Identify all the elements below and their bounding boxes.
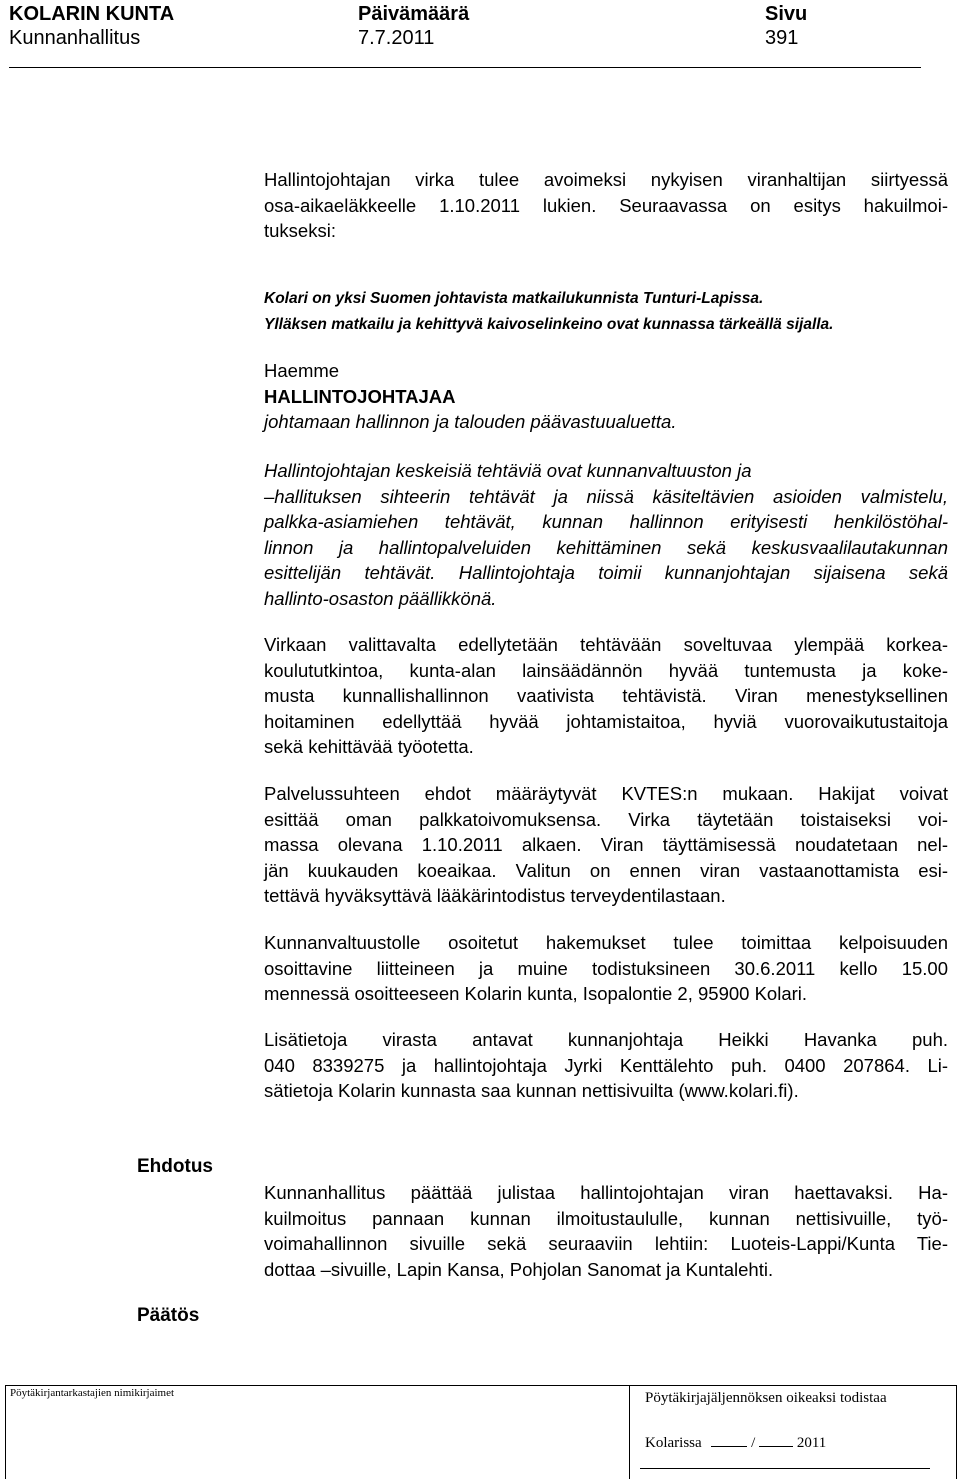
requirements-paragraph [264, 632, 948, 760]
page-label: Sivu [765, 3, 808, 25]
intro-line: osa-aikaeläkkeelle 1.10.2011 lukien. Seuraavassa on esitys hakuilmoi- [264, 194, 948, 216]
requirements-line: hoitaminen edellyttää hyvää johtamistaitoa, hyviä vuorovaikutustaitoja [264, 710, 948, 732]
year-text: 2011 [796, 1435, 827, 1451]
info-line: sätietoja Kolarin kunnasta saa kunnan nettisivuilta (www.kolari.fi). [264, 1080, 799, 1102]
proposal-label: Ehdotus [137, 1156, 213, 1177]
terms-line: jän kuukauden koeaikaa. Valitun on ennen viran vastaanottamista esi- [264, 859, 948, 881]
application-line: mennessä osoitteeseen Kolarin kunta, Isopalontie 2, 95900 Kolari. [264, 983, 808, 1005]
footer-top-rule [5, 1385, 957, 1386]
ad-heading [264, 358, 948, 435]
terms-line: massa olevana 1.10.2011 alkaen. Viran täyttämisessä noudatetaan nel- [264, 834, 948, 856]
application-line: osoittavine liitteineen ja muine todistuksineen 30.6.2011 kello 15.00 [264, 957, 948, 979]
info-paragraph [264, 1027, 948, 1104]
signature-line [640, 1468, 930, 1469]
footer-left-border [5, 1385, 6, 1479]
terms-line: tettävä hyväksyttävä lääkärintodistus terveydentilastaan. [264, 885, 726, 907]
proposal-line: Kunnanhallitus päättää julistaa hallintojohtajan viran haettavaksi. Ha- [264, 1182, 948, 1203]
role-text: johtamaan hallinnon ja talouden päävastuualuetta. [264, 411, 677, 433]
place-text: Kolarissa [645, 1435, 702, 1451]
requirements-line: Virkaan valittavalta edellytetään tehtävään soveltuvaa ylempää korkea- [264, 634, 948, 655]
certified-label: Pöytäkirjajäljennöksen oikeaksi todistaa [645, 1390, 887, 1406]
header-rule [9, 67, 921, 68]
duties-paragraph [264, 458, 948, 612]
requirements-line: koulututkintoa, kunta-alan lainsäädännön hyvää tuntemusta ja koke- [264, 659, 948, 681]
date-signature-line [645, 1432, 826, 1452]
proposal-paragraph [264, 1180, 948, 1282]
duties-line: palkka-asiamiehen tehtävät, kunnan hallinnon erityisesti henkilöstöhal- [264, 511, 948, 533]
initials-label: Pöytäkirjantarkastajien nimikirjaimet [10, 1387, 175, 1399]
duties-line: hallinto-osaston päällikkönä. [264, 587, 497, 609]
date-label: Päivämäärä [358, 3, 470, 25]
application-line: Kunnanvaltuustolle osoitetut hakemukset tulee toimittaa kelpoisuuden [264, 932, 948, 953]
proposal-line: dottaa –sivuille, Lapin Kansa, Pohjolan Sanomat ja Kuntalehti. [264, 1258, 774, 1280]
proposal-line: voimahallinnon sivuille sekä seuraaviin lehtiin: Luoteis-Lappi/Kunta Tie- [264, 1233, 948, 1255]
month-blank [759, 1432, 793, 1447]
decision-label: Päätös [137, 1305, 200, 1326]
duties-line: –hallituksen sihteerin tehtävät ja niissä käsiteltävien asioiden valmistelu, [264, 485, 948, 507]
info-line: Lisätietoja virasta antavat kunnanjohtaja Heikki Havanka puh. [264, 1029, 948, 1050]
tagline-line: Ylläksen matkailu ja kehittyvä kaivoselinkeino ovat kunnassa tärkeällä sijalla. [264, 316, 834, 333]
terms-line: Palvelussuhteen ehdot määräytyvät KVTES:n mukaan. Hakijat voivat [264, 783, 948, 804]
proposal-line: kuilmoitus pannaan kunnan ilmoitustaululle, kunnan nettisivuille, työ- [264, 1207, 948, 1229]
position-title: HALLINTOJOHTAJAA [264, 385, 456, 407]
slash-text: / [751, 1435, 756, 1451]
page-number: 391 [765, 27, 799, 49]
duties-line: linnon ja hallintopalveluiden kehittäminen sekä keskusvaalilautakunnan [264, 536, 948, 558]
intro-line: Hallintojohtajan virka tulee avoimeksi nykyisen viranhaltijan siirtyessä [264, 169, 948, 190]
date-value: 7.7.2011 [358, 27, 435, 49]
duties-line: Hallintojohtajan keskeisiä tehtäviä ovat kunnanvaltuuston ja [264, 460, 752, 481]
requirements-line: musta kunnallishallinnon vaativista tehtävistä. Viran menestyksellinen [264, 685, 948, 707]
intro-line: tukseksi: [264, 220, 336, 242]
org-name: KOLARIN KUNTA [9, 3, 175, 25]
info-line: 040 8339275 ja hallintojohtaja Jyrki Kenttälehto puh. 0400 207864. Li- [264, 1054, 948, 1076]
intro-paragraph [264, 167, 948, 244]
terms-line: esittää oman palkkatoivomuksensa. Virka täytetään toistaiseksi voi- [264, 808, 948, 830]
governing-body: Kunnanhallitus [9, 27, 141, 49]
requirements-line: sekä kehittävää työotetta. [264, 736, 474, 758]
footer-right-border [956, 1385, 957, 1479]
application-paragraph [264, 930, 948, 1007]
seek-text: Haemme [264, 360, 340, 381]
terms-paragraph [264, 781, 948, 909]
duties-line: esittelijän tehtävät. Hallintojohtaja toimii kunnanjohtajan sijaisena sekä [264, 562, 948, 584]
ad-tagline [264, 286, 948, 338]
tagline-line: Kolari on yksi Suomen johtavista matkailukunnista Tunturi-Lapissa. [264, 290, 764, 307]
day-blank [711, 1432, 747, 1447]
footer-divider [629, 1385, 630, 1479]
